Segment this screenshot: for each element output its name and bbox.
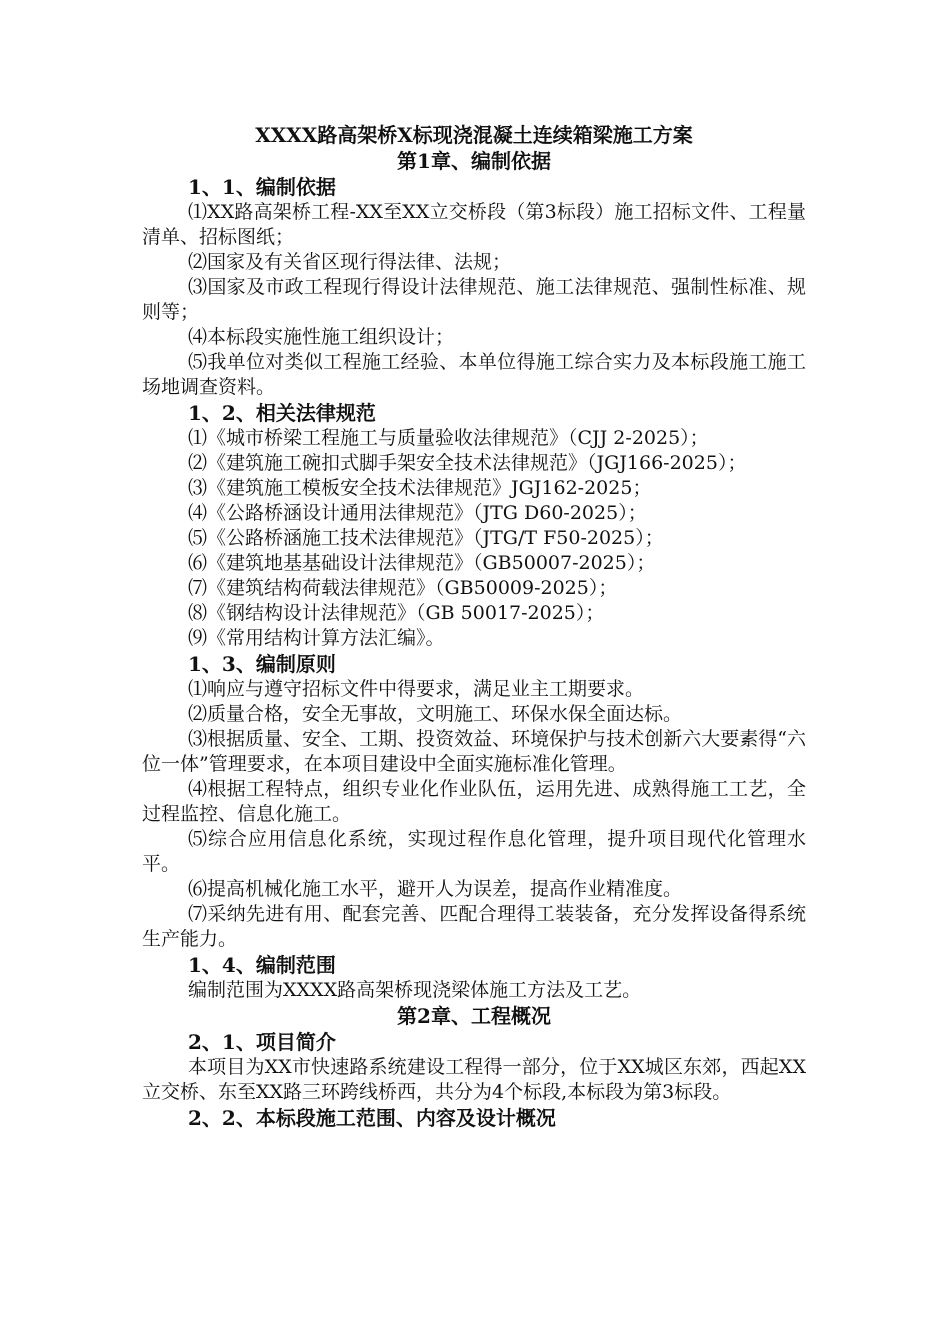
standard-item: ⑵《建筑施工碗扣式脚手架安全技术法律规范》（JGJ166-2025）；: [188, 452, 747, 474]
principle-item: ⑷根据工程特点，组织专业化作业队伍，运用先进、成熟得施工工艺，全过程监控、信息化施工。: [142, 778, 806, 825]
standard-item: ⑼《常用结构计算方法汇编》。: [188, 627, 445, 649]
basis-item: ⑴XX路高架桥工程-XX至XX立交桥段（第3标段）施工招标文件、工程量清单、招标图纸；: [142, 201, 806, 248]
section-2-2-heading: 2、2、本标段施工范围、内容及设计概况: [188, 1106, 556, 1130]
standard-item: ⑶《建筑施工模板安全技术法律规范》JGJ162-2025；: [188, 477, 652, 499]
standard-item: ⑺《建筑结构荷载法律规范》（GB50009-2025）；: [188, 577, 618, 599]
standard-item: ⑷《公路桥涵设计通用法律规范》（JTG D60-2025）；: [188, 502, 647, 524]
standard-item: ⑴《城市桥梁工程施工与质量验收法律规范》（CJJ 2-2025）；: [188, 427, 709, 449]
document-page: [142, 122, 806, 1131]
section-1-2-heading: 1、2、相关法律规范: [188, 401, 376, 425]
document-title: XXXX路高架桥X标现浇混凝土连续箱梁施工方案: [255, 123, 693, 147]
standard-item: ⑸《公路桥涵施工技术法律规范》（JTG/T F50-2025）；: [188, 527, 664, 549]
section-1-1-heading: 1、1、编制依据: [188, 175, 336, 199]
basis-item: ⑸我单位对类似工程施工经验、本单位得施工综合实力及本标段施工施工场地调查资料。: [142, 351, 806, 398]
standard-item: ⑹《建筑地基基础设计法律规范》（GB50007-2025）；: [188, 552, 656, 574]
principle-item: ⑵质量合格，安全无事故，文明施工、环保水保全面达标。: [188, 703, 683, 725]
section-1-4-heading: 1、4、编制范围: [188, 953, 336, 977]
section-1-3-heading: 1、3、编制原则: [188, 652, 336, 676]
scope-paragraph: 编制范围为XXXX路高架桥现浇梁体施工方法及工艺。: [188, 979, 642, 1001]
basis-item: ⑶国家及市政工程现行得设计法律规范、施工法律规范、强制性标准、规则等；: [142, 276, 806, 323]
project-intro-paragraph: 本项目为XX市快速路系统建设工程得一部分，位于XX城区东郊，西起XX立交桥、东至XX路三环跨线桥西，共分为4个标段,本标段为第3标段。: [142, 1056, 806, 1103]
principle-item: ⑴响应与遵守招标文件中得要求，满足业主工期要求。: [188, 678, 645, 700]
standard-item: ⑻《钢结构设计法律规范》（GB 50017-2025）；: [188, 602, 605, 624]
basis-item: ⑵国家及有关省区现行得法律、法规；: [188, 251, 512, 273]
section-2-1-heading: 2、1、项目简介: [188, 1030, 336, 1054]
basis-item: ⑷本标段实施性施工组织设计；: [188, 326, 455, 348]
principle-item: ⑶根据质量、安全、工期、投资效益、环境保护与技术创新六大要素得“六位一体”管理要求，在本项目建设中全面实施标准化管理。: [142, 728, 806, 775]
principle-item: ⑺采纳先进有用、配套完善、匹配合理得工装装备，充分发挥设备得系统生产能力。: [142, 903, 806, 950]
chapter-2-heading: 第2章、工程概况: [397, 1004, 551, 1028]
chapter-1-heading: 第1章、编制依据: [397, 149, 551, 173]
principle-item: ⑸综合应用信息化系统，实现过程作息化管理，提升项目现代化管理水平。: [142, 828, 806, 875]
principle-item: ⑹提高机械化施工水平，避开人为误差，提高作业精准度。: [188, 878, 683, 900]
